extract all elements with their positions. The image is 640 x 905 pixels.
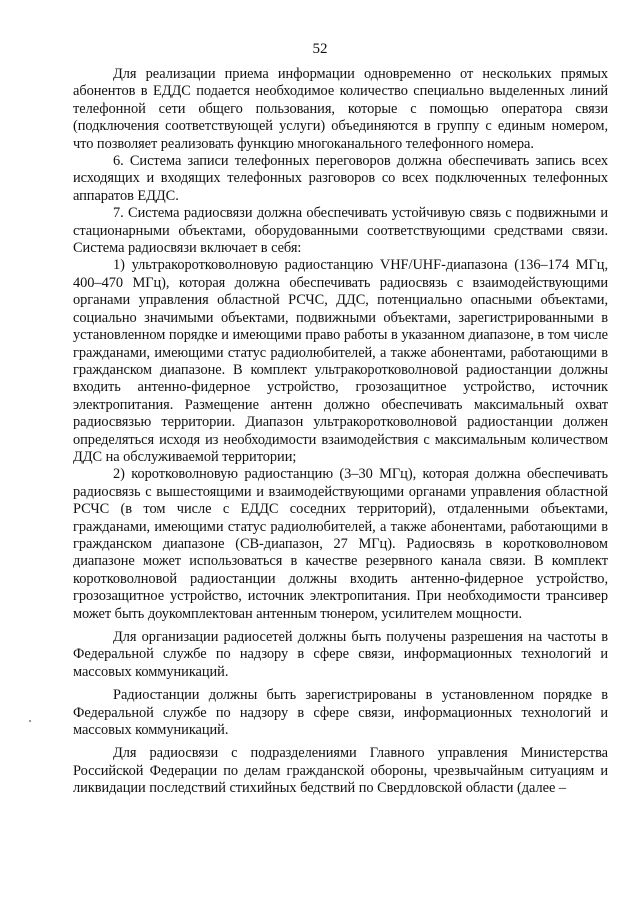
paragraph-hf-radio: 2) коротковолновую радиостанцию (3–30 МГц), которая должна обеспечивать радиосвязь с вышестоящими и взаимодействующими органами управления областной РСЧС (в том числе с ЕДДС соседних территорий), отдаленными объектами, гражданами, имеющими статус радиолюбителей, а также абонентами, работающими в гражданском диапазоне (СВ-диапазон, 27 МГц). Радиосвязь в коротковолновом диапазоне может использоваться в качестве резервного канала связи. В комплект коротковолновой радиостанции должны входить антенно-фидерное устройство, грозозащитное устройство, источник электропитания. При необходимости трансивер может быть доукомплектован антенным тюнером, усилителем мощности. bbox=[73, 466, 608, 622]
page-number: 52 bbox=[312, 41, 328, 57]
paragraph-multichannel-number: Для реализации приема информации одновременно от нескольких прямых абонентов в ЕДДС подается необходимое количество специально выделенных линий телефонной сети общего пользования, которые с помощью оператора связи (подключения соответствующей услуги) объединяются в группу с единым номером, что позволяет реализовать функцию многоканального телефонного номера. bbox=[73, 66, 608, 152]
paragraph-call-recording: 6. Система записи телефонных переговоров должна обеспечивать запись всех исходящих и входящих телефонных разговоров со всех подключенных телефонных аппаратов ЕДДС. bbox=[73, 153, 608, 204]
paragraph-vhf-uhf-radio: 1) ультракоротковолновую радиостанцию VHF/UHF-диапазона (136–174 МГц, 400–470 МГц), которая должна обеспечивать радиосвязь с взаимодействующими органами управления областной РСЧС, ДДС, потенциально опасными объектами, социально значимыми объектами, подвижными объектами, зарегистрированными в установленном порядке и имеющими право работы в указанном диапазоне, в том числе гражданами, имеющими статус радиолюбителей, а также абонентами, работающими в гражданском диапазоне. В комплект ультракоротковолновой радиостанции должны входить антенно-фидерное устройство, грозозащитное устройство, источник электропитания. Размещение антенн должно обеспечивать максимальный охват радиосвязью территории. Диапазон ультракоротковолновой радиостанции должен определяться исходя из необходимости взаимодействия с максимальным количеством ДДС на обслуживаемой территории; bbox=[73, 257, 608, 465]
paragraph-radio-system: 7. Система радиосвязи должна обеспечивать устойчивую связь с подвижными и стационарными объектами, оборудованными соответствующими средствами связи. Система радиосвязи включает в себя: bbox=[73, 205, 608, 257]
scan-mark bbox=[29, 720, 31, 722]
paragraph-radio-registration: Радиостанции должны быть зарегистрированы в установленном порядке в Федеральной службе по надзору в сфере связи, информационных технологий и массовых коммуникаций. bbox=[73, 687, 608, 739]
body-text bbox=[73, 66, 608, 798]
paragraph-emercom-radio: Для радиосвязи с подразделениями Главного управления Министерства Российской Федерации по делам гражданской обороны, чрезвычайным ситуациям и ликвидации последствий стихийных бедствий по Свердловской области (далее – bbox=[73, 745, 608, 797]
paragraph-frequency-permits: Для организации радиосетей должны быть получены разрешения на частоты в Федеральной службе по надзору в сфере связи, информационных технологий и массовых коммуникаций. bbox=[73, 629, 608, 680]
